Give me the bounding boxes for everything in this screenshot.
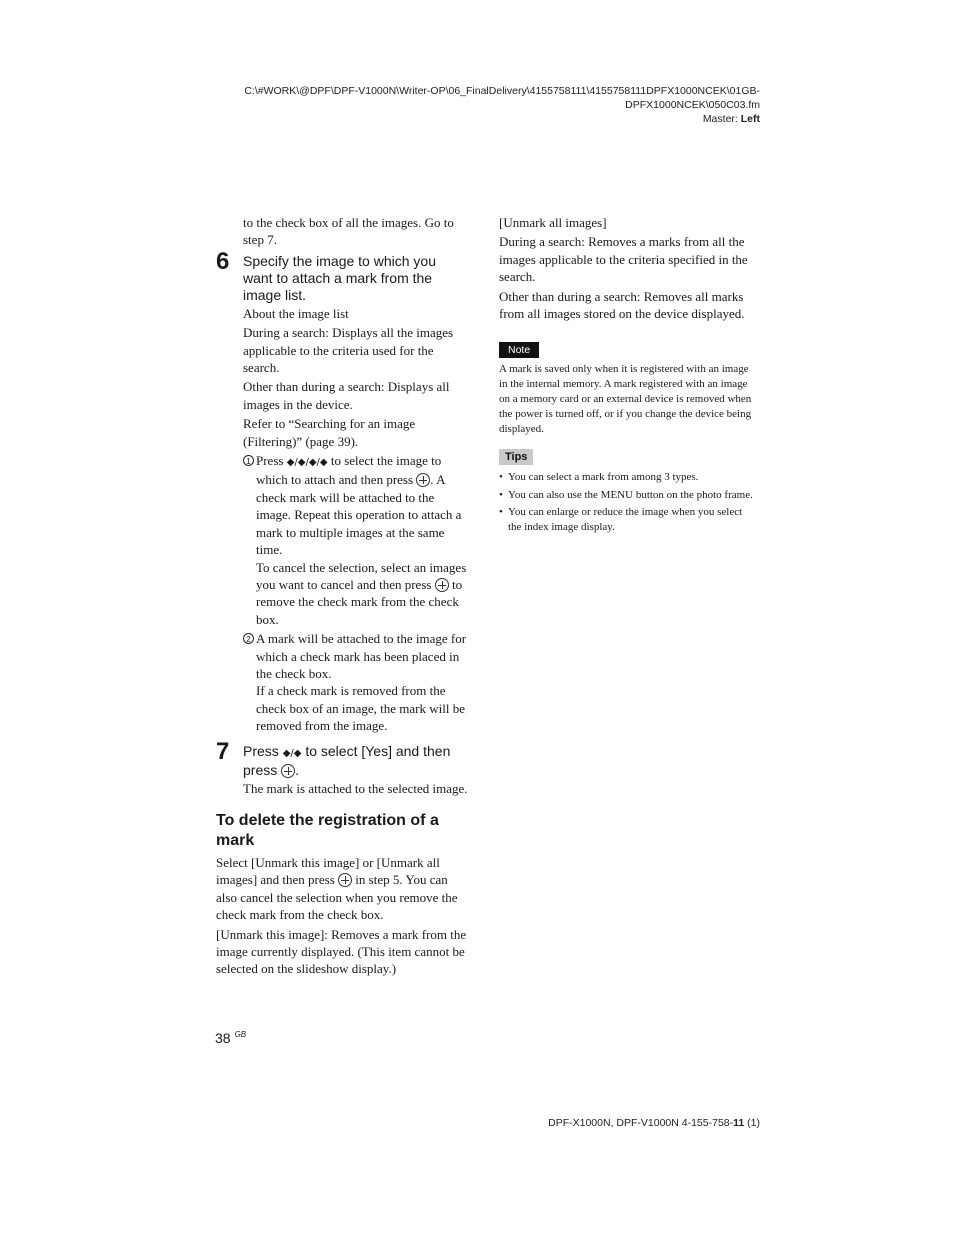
circled-number-2: 2 (243, 633, 254, 644)
list-item: • You can also use the MENU button on the photo frame. (499, 488, 755, 503)
enter-button-icon (281, 764, 295, 778)
during-search-text: During a search: Displays all the images applicable to the criteria used for the search. (243, 325, 454, 376)
step-number: 7 (216, 737, 230, 765)
arrow-keys-icon: ◆/◆/◆/◆ (286, 457, 328, 469)
arrow-keys-icon: ◆/◆ (282, 747, 302, 759)
list-item: • You can select a mark from among 3 types. (499, 470, 755, 485)
master-line: Master: Left (702, 113, 760, 125)
substep-2: 2 A mark will be attached to the image for which a check mark has been placed in the check box. If a check mark is removed from the check box of an image, the mark will be removed from the image. (243, 630, 468, 734)
enter-button-icon (338, 873, 352, 887)
mark-removed-text: If a check mark is removed from the check box of an image, the mark will be removed from the image. (256, 683, 466, 734)
unmark-during-search: During a search: Removes a marks from all the images applicable to the criteria specified in the search. (499, 234, 748, 285)
step-result: The mark is attached to the selected image. (243, 780, 468, 796)
unmark-all-label: [Unmark all images] (499, 215, 607, 230)
step-title: Specify the image to which you want to attach a mark from the image list. (243, 252, 436, 303)
note-text: A mark is saved only when it is registered with an image in the internal memory. A mark registered with an image on a memory card or an external device is removed when the power is turned off, or if you change the device being displayed. (499, 363, 752, 436)
circled-number-1: 1 (243, 455, 254, 466)
note-badge: Note (499, 342, 539, 358)
enter-button-icon (435, 578, 449, 592)
delete-para-1: Select [Unmark this image] or [Unmark all images] and then press in step 5. You can also cancel the selection when you remove the check mark from the check box. (216, 854, 458, 923)
other-search-text: Other than during a search: Displays all images in the device. (243, 379, 450, 412)
step-6 (216, 247, 468, 735)
refer-text: Refer to “Searching for an image (Filtering)” (page 39). (243, 416, 416, 449)
step-7 (216, 737, 468, 797)
enter-button-icon (416, 473, 430, 487)
step-title: Press ◆/◆ to select [Yes] and then press . (243, 742, 451, 778)
file-path-line-1: C:\#WORK\@DPF\DPF-V1000N\Writer-OP\06_FinalDelivery\4155758111\4155758111DPFX1000NCEK\01GB- (244, 85, 760, 97)
right-column (499, 214, 755, 537)
file-path-header (240, 84, 760, 126)
about-image-list: About the image list (243, 305, 349, 321)
cancel-selection-text: To cancel the selection, select an images you want to cancel and then press to remove the check mark from the check box. (256, 559, 467, 627)
model-footer: DPF-X1000N, DPF-V1000N 4-155-758-11 (1) (548, 1117, 760, 1129)
tips-badge: Tips (499, 449, 533, 465)
list-item: • You can enlarge or reduce the image when you select the index image display. (499, 505, 755, 534)
delete-registration-heading: To delete the registration of a mark (216, 811, 439, 849)
left-column (216, 214, 468, 980)
unmark-other-search: Other than during a search: Removes all marks from all images stored on the device displayed. (499, 288, 745, 322)
tips-list (499, 470, 755, 534)
page-number: 38 $^{GB}$ (215, 1030, 247, 1046)
file-path-line-2: DPFX1000NCEK\050C03.fm (625, 99, 760, 111)
page-lang: GB (234, 1030, 247, 1039)
substep-1: 1 Press ◆/◆/◆/◆ to select the image to which to attach and then press . A check mark will be attached to the image. Repeat this operation to attach a mark to multiple images at the same time. To cancel the selection, select an images you want to cancel and then press to remove the check mark from the check box. (243, 452, 468, 628)
step-number: 6 (216, 247, 230, 275)
intro-text: to the check box of all the images. Go to step 7. (243, 215, 454, 248)
delete-para-2: [Unmark this image]: Removes a mark from the image currently displayed. (This item cannot be selected on the slideshow display.) (216, 926, 467, 977)
